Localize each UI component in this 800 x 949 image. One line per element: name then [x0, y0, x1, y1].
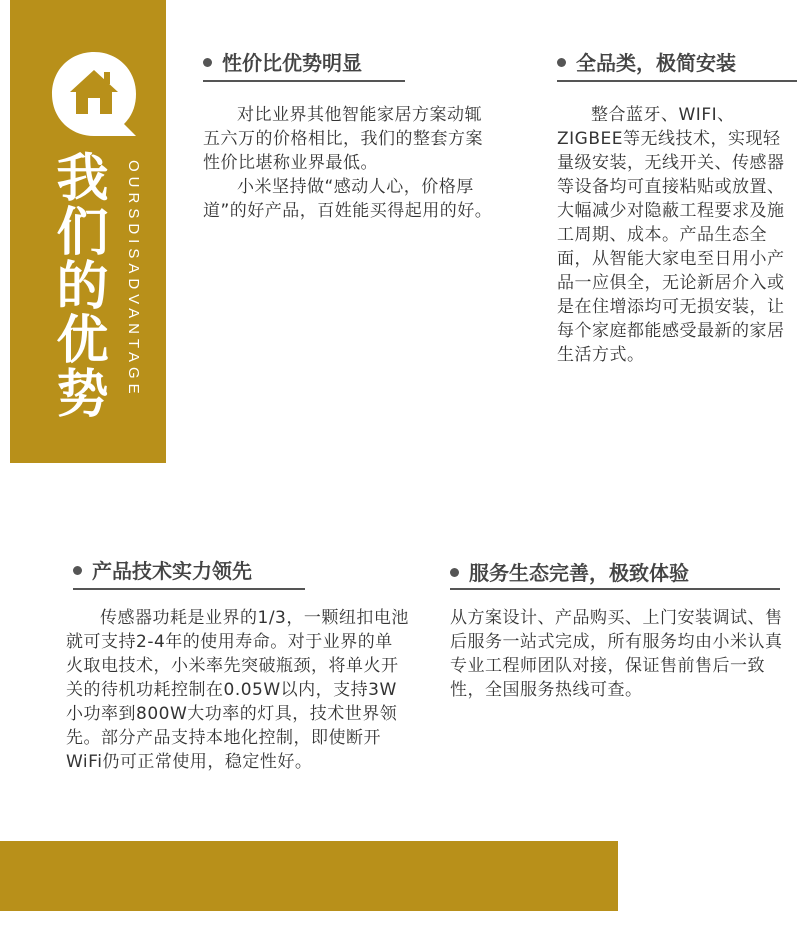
paragraph: 性价比堪称业界最低。 [203, 153, 378, 173]
section-heading-label: 产品技术实力领先 [92, 559, 252, 583]
paragraph: 小米坚持做“感动人心，价格厚道”的好产品，百姓能买得起用的好。 [203, 177, 493, 221]
heading-underline [450, 588, 780, 590]
paragraph: 从方案设计、产品购买、上门安装调试、售后服务一站式完成，所有服务均由小米认真专业工程师团队对接，保证售前售后一致性，全国服务热线可查。 [450, 608, 783, 700]
section-body-tech [66, 606, 410, 774]
heading-underline [557, 80, 797, 82]
section-heading-label: 服务生态完善，极致体验 [469, 561, 689, 585]
heading-underline [73, 588, 305, 590]
hero-title: 我们的优势 [47, 150, 107, 420]
section-body-value [203, 103, 503, 223]
paragraph: 整合蓝牙、WIFI、ZIGBEE等无线技术，实现轻量级安装，无线开关、传感器等设备均可直接粘贴或放置、大幅减少对隐蔽工程要求及施工周期、成本。产品生态全面，从智能大家电至日用小产品一应俱全，无论新居介入或是在住增添均可无损安装，让每个家庭都能感受最新的家居生活方式。 [557, 105, 785, 365]
paragraph: 五六万的价格相比，我们的整套方案 [203, 129, 483, 149]
paragraph: 对比业界其他智能家居方案动辄 [237, 105, 482, 125]
heading-underline [203, 80, 405, 82]
section-heading-install [557, 47, 736, 76]
section-heading-label: 性价比优势明显 [222, 51, 362, 75]
section-heading-service [450, 557, 689, 586]
bullet-dot-icon [450, 568, 459, 577]
section-body-install [557, 103, 795, 367]
bullet-dot-icon [73, 566, 82, 575]
bullet-dot-icon [557, 58, 566, 67]
section-heading-tech [73, 555, 252, 584]
section-heading-value [203, 47, 362, 76]
hero-panel [10, 0, 166, 463]
hero-subtitle: OURSDISADVANTAGE [125, 160, 142, 399]
house-icon [48, 48, 140, 140]
footer-bar [0, 841, 618, 911]
section-heading-label: 全品类，极简安装 [576, 51, 736, 75]
bullet-dot-icon [203, 58, 212, 67]
section-body-service [450, 606, 796, 702]
paragraph: 传感器功耗是业界的1/3，一颗纽扣电池就可支持2-4年的使用寿命。对于业界的单火取电技术，小米率先突破瓶颈，将单火开关的待机功耗控制在0.05W以内，支持3W小功率到800W大功率的灯具，技术世界领先。部分产品支持本地化控制，即使断开WiFi仍可正常使用，稳定性好。 [66, 608, 409, 772]
